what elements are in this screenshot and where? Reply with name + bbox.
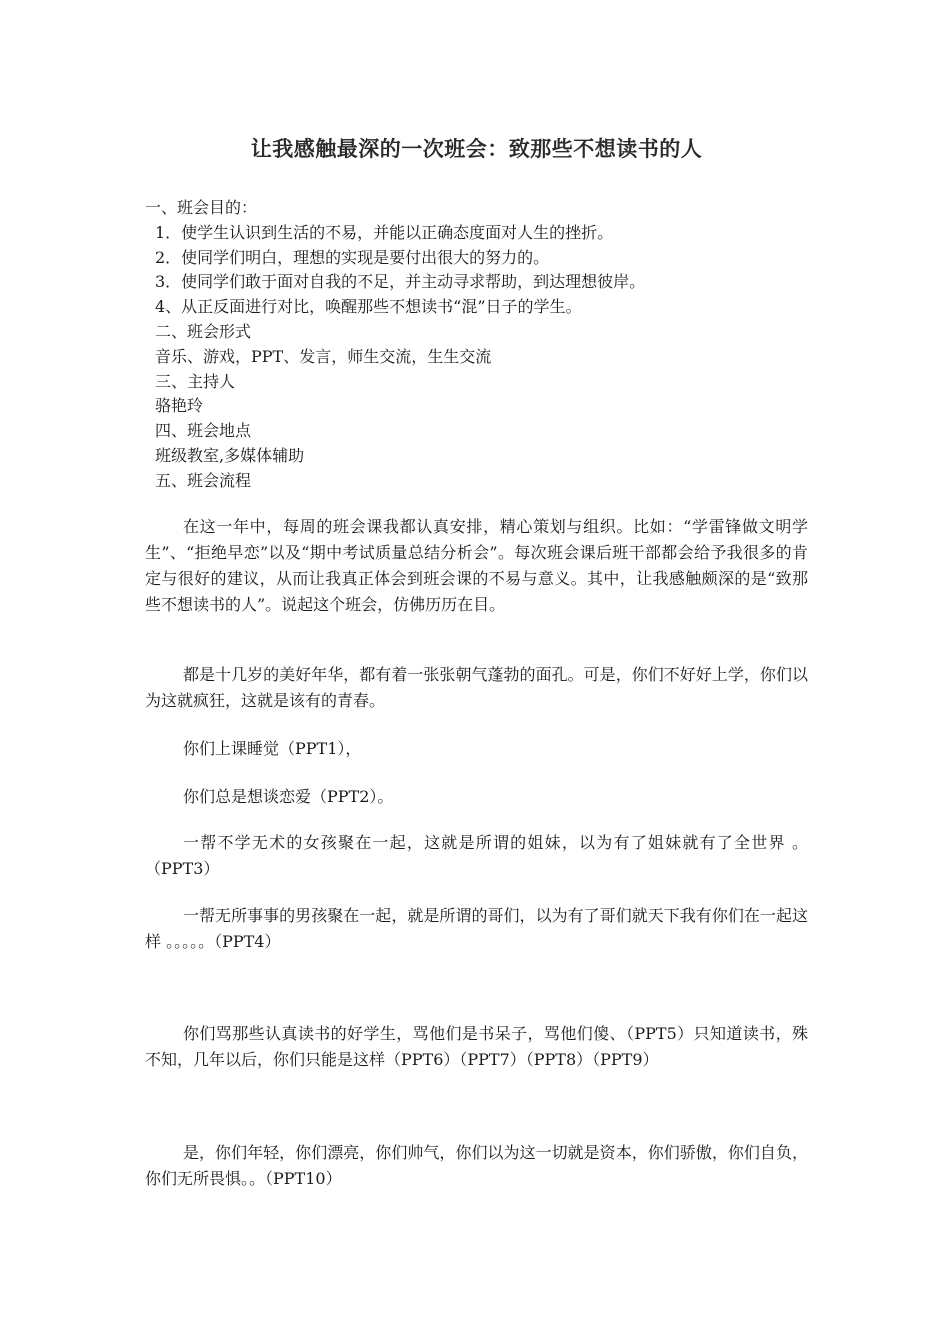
outline-item: 五、班会流程 (155, 470, 252, 490)
outline-item: 骆艳玲 (155, 396, 204, 416)
body-paragraph: 你们上课睡觉（PPT1）， (183, 739, 362, 758)
body-paragraph: 你们骂那些认真读书的好学生，骂他们是书呆子，骂他们傻、（PPT5）只知道读书，殊不知，几年以后，你们只能是这样（PPT6）（PPT7）（PPT8）（PPT9） (145, 1024, 808, 1069)
outline-item: 四、班会地点 (155, 421, 252, 441)
body-paragraph: 你们总是想谈恋爱（PPT2）。 (183, 787, 394, 806)
outline-item: 三、主持人 (155, 371, 236, 391)
outline-item: 2．使同学们明白，理想的实现是要付出很大的努力的。 (155, 247, 550, 267)
document-title: 让我感触最深的一次班会：致那些不想读书的人 (250, 136, 703, 161)
outline-item: 3．使同学们敢于面对自我的不足，并主动寻求帮助，到达理想彼岸。 (155, 272, 646, 292)
outline-list (145, 196, 808, 494)
outline-item: 1．使学生认识到生活的不易，并能以正确态度面对人生的挫折。 (155, 222, 614, 242)
outline-item: 音乐、游戏，PPT、发言，师生交流，生生交流 (155, 346, 492, 366)
body-paragraph: 一帮无所事事的男孩聚在一起，就是所谓的哥们，以为有了哥们就天下我有你们在一起这样 。。。。。（PPT4） (145, 906, 808, 951)
body-paragraph: 在这一年中，每周的班会课我都认真安排，精心策划与组织。比如：“学雷锋做文明学生”、“拒绝早恋”以及“期中考试质量总结分析会”。每次班会课后班干部都会给予我很多的肯定与很好的建议，从而让我真正体会到班会课的不易与意义。其中，让我感触颇深的是“致那些不想读书的人”。说起这个班会，仿佛历历在目。 (145, 517, 808, 614)
body-paragraph: 都是十几岁的美好年华，都有着一张张朝气蓬勃的面孔。可是，你们不好好上学，你们以为这就疯狂，这就是该有的青春。 (145, 665, 808, 710)
outline-item: 二、班会形式 (155, 321, 252, 341)
outline-item: 4、从正反面进行对比，唤醒那些不想读书“混”日子的学生。 (155, 297, 582, 317)
body-paragraph: 一帮不学无术的女孩聚在一起，这就是所谓的姐妹，以为有了姐妹就有了全世界 。（PPT3） (145, 833, 808, 878)
outline-item: 班级教室,多媒体辅助 (155, 445, 305, 465)
outline-item: 一、班会目的： (145, 198, 258, 217)
body-paragraph: 是，你们年轻，你们漂亮，你们帅气，你们以为这一切就是资本，你们骄傲，你们自负，你们无所畏惧。。（PPT10） (145, 1143, 808, 1188)
